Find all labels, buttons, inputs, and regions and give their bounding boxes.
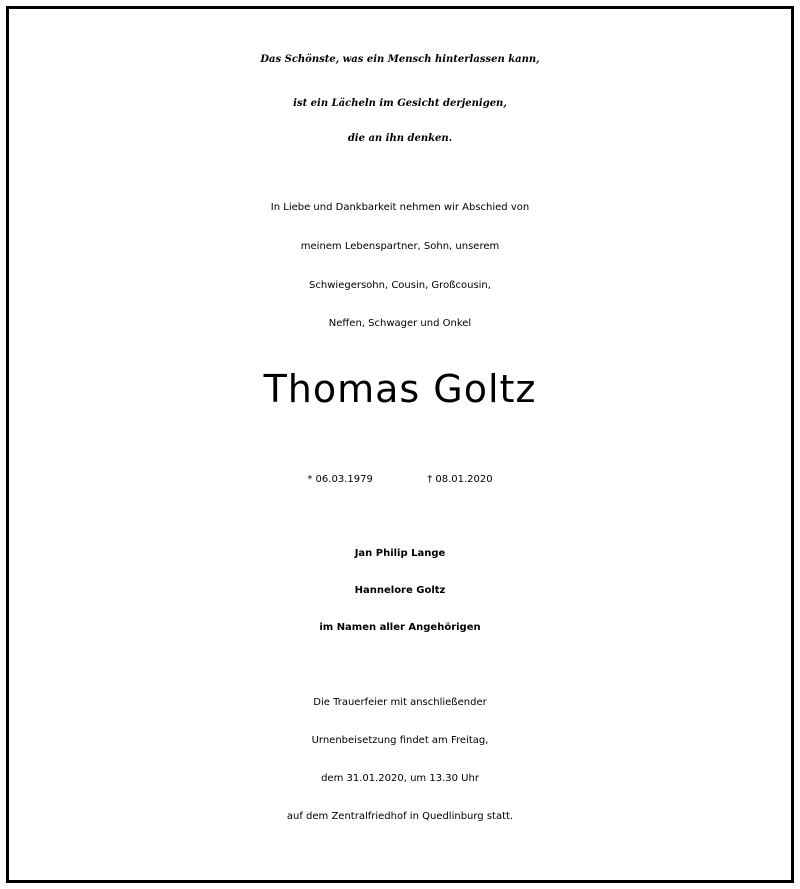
- quote-line-2: ist ein Lächeln im Gesicht derjenigen,: [293, 98, 507, 109]
- deceased-name: Thomas Goltz: [263, 367, 537, 411]
- intro-line-3: Schwiegersohn, Cousin, Großcousin,: [309, 280, 491, 291]
- service-line-2: Urnenbeisetzung findet am Freitag,: [311, 735, 489, 746]
- birth-date: * 06.03.1979: [307, 474, 373, 485]
- quote-line-3: die an ihn denken.: [347, 133, 453, 144]
- intro-line-1: In Liebe und Dankbarkeit nehmen wir Abschied von: [270, 202, 530, 213]
- service-line-1: Die Trauerfeier mit anschließender: [313, 697, 487, 708]
- quote-line-1: Das Schönste, was ein Mensch hinterlassen kann,: [260, 54, 540, 65]
- death-date: † 08.01.2020: [427, 474, 493, 485]
- signatory-line-1: Jan Philip Lange: [354, 548, 446, 559]
- intro-line-2: meinem Lebenspartner, Sohn, unserem: [300, 241, 500, 252]
- signatory-line-2: Hannelore Goltz: [354, 585, 446, 596]
- signatory-line-3: im Namen aller Angehörigen: [319, 622, 481, 633]
- life-dates: [0, 474, 800, 485]
- service-line-3: dem 31.01.2020, um 13.30 Uhr: [321, 773, 479, 784]
- service-line-4: auf dem Zentralfriedhof in Quedlinburg statt.: [286, 811, 514, 822]
- intro-line-4: Neffen, Schwager und Onkel: [328, 318, 472, 329]
